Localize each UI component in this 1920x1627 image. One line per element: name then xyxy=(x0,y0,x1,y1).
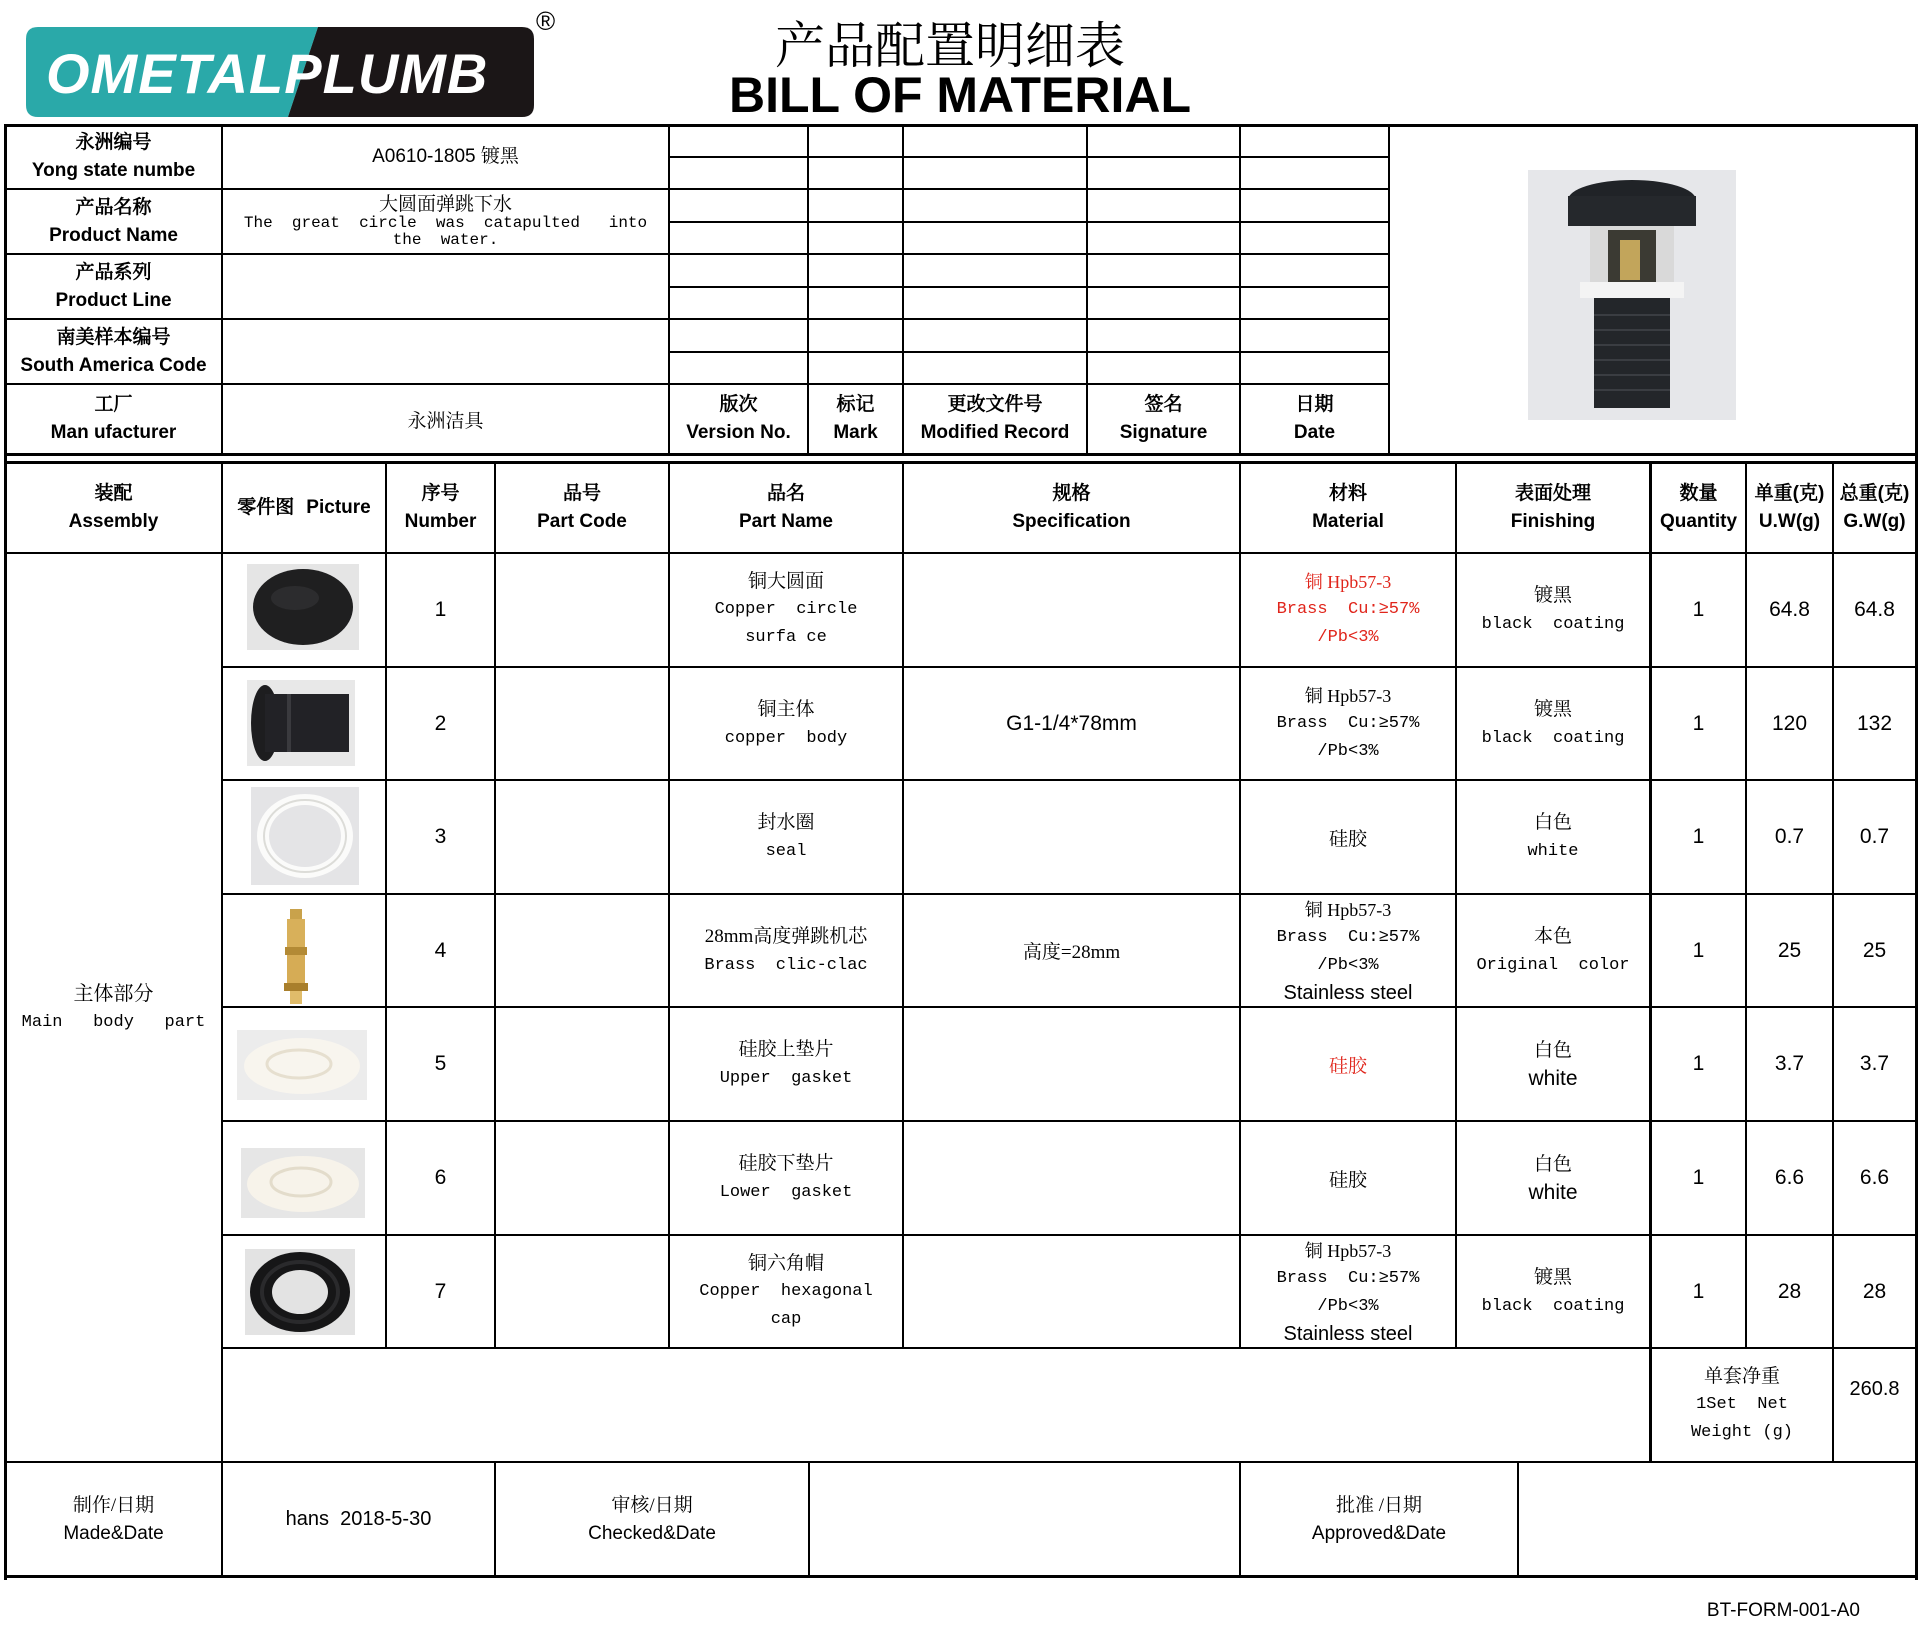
part-gross-weight: 25 xyxy=(1862,938,1887,962)
info-label-manufacturer: 工厂 Man ufacturer xyxy=(50,394,177,443)
info-value-number: A0610-1805 镀黑 xyxy=(372,146,519,167)
logo-text-right: PLUMB xyxy=(284,42,489,105)
part-name: 硅胶上垫片 Upper gasket xyxy=(719,1039,853,1088)
logo-text-left: OMETAL xyxy=(46,42,285,105)
part-finishing: 镀黑 black coating xyxy=(1481,585,1625,634)
part-quantity: 1 xyxy=(1692,825,1705,848)
part-name: 铜六角帽 Copper hexagonal cap xyxy=(699,1252,873,1329)
part-gross-weight: 28 xyxy=(1862,1279,1887,1303)
cap-disc-icon xyxy=(247,564,359,650)
part-number: 7 xyxy=(434,1279,447,1303)
col-header-assembly: 装配 Assembly xyxy=(68,483,159,532)
info-value-manufacturer: 永洲洁具 xyxy=(407,410,484,432)
lower-gasket-icon xyxy=(241,1148,365,1218)
rev-header-mark: 标记 Mark xyxy=(833,394,878,443)
part-finishing: 白色 white xyxy=(1528,1040,1578,1090)
col-header-material: 材料 Material xyxy=(1312,483,1384,532)
part-number: 4 xyxy=(434,938,447,962)
col-header-unit-weight: 单重(克) U.W(g) xyxy=(1754,483,1825,532)
col-header-part-name: 品名 Part Name xyxy=(739,483,833,532)
part-material: 铜 Hpb57-3 Brass Cu:≥57% /Pb<3% xyxy=(1276,572,1420,647)
part-quantity: 1 xyxy=(1692,938,1705,962)
form-code: BT-FORM-001-A0 xyxy=(1706,1600,1860,1621)
info-label-sa-code: 南美样本编号 South America Code xyxy=(20,326,207,376)
rev-header-modified: 更改文件号 Modified Record xyxy=(920,394,1070,443)
part-gross-weight: 64.8 xyxy=(1854,598,1895,621)
col-header-picture: 零件图 Picture xyxy=(237,497,371,518)
part-quantity: 1 xyxy=(1692,1166,1705,1189)
part-finishing: 镀黑 black coating xyxy=(1481,698,1625,748)
made-date-value: hans 2018-5-30 xyxy=(285,1507,432,1530)
part-finishing: 白色 white xyxy=(1527,812,1579,861)
part-specification: 高度=28mm xyxy=(1022,942,1121,963)
part-name: 铜主体 copper body xyxy=(724,698,848,748)
part-unit-weight: 0.7 xyxy=(1774,825,1805,848)
part-finishing: 白色 white xyxy=(1528,1154,1578,1204)
part-finishing: 镀黑 black coating xyxy=(1481,1266,1625,1316)
part-gross-weight: 0.7 xyxy=(1859,825,1890,848)
part-unit-weight: 120 xyxy=(1771,711,1808,735)
col-header-part-code: 品号 Part Code xyxy=(537,483,627,532)
part-finishing: 本色 Original color xyxy=(1476,925,1630,975)
registered-mark: ® xyxy=(536,6,556,36)
seal-ring-icon xyxy=(251,787,359,885)
col-header-quantity: 数量 Quantity xyxy=(1659,483,1738,532)
col-header-finishing: 表面处理 Finishing xyxy=(1510,483,1596,532)
checked-date-label: 审核/日期 Checked&Date xyxy=(588,1495,716,1544)
rev-header-version: 版次 Version No. xyxy=(686,394,791,443)
rev-header-date: 日期 Date xyxy=(1293,394,1336,443)
rev-header-signature: 签名 Signature xyxy=(1119,394,1208,443)
part-material: 硅胶 xyxy=(1328,1055,1367,1077)
part-unit-weight: 28 xyxy=(1777,1279,1802,1303)
assembly-label: 主体部分 Main body part xyxy=(21,982,206,1032)
hex-cap-icon xyxy=(245,1249,355,1335)
net-weight-label: 单套净重 1Set Net Weight (g) xyxy=(1690,1366,1794,1442)
info-label-number: 永洲编号 Yong state numbe xyxy=(31,132,196,181)
part-gross-weight: 132 xyxy=(1856,711,1893,735)
col-header-gross-weight: 总重(克) G.W(g) xyxy=(1839,483,1910,532)
upper-gasket-icon xyxy=(237,1030,367,1100)
part-number: 2 xyxy=(434,711,447,735)
net-weight-value: 260.8 xyxy=(1849,1377,1900,1400)
approved-date-label: 批准 /日期 Approved&Date xyxy=(1311,1495,1447,1544)
part-unit-weight: 25 xyxy=(1777,938,1802,962)
part-name: 铜大圆面 Copper circle surfa ce xyxy=(714,571,858,647)
part-number: 6 xyxy=(434,1166,447,1189)
col-header-specification: 规格 Specification xyxy=(1012,483,1131,532)
part-name: 28mm高度弹跳机芯 Brass clic-clac xyxy=(704,925,868,975)
col-header-number: 序号 Number xyxy=(404,483,477,532)
part-number: 1 xyxy=(434,598,447,621)
part-material: 铜 Hpb57-3 Brass Cu:≥57% /Pb<3% xyxy=(1276,685,1420,761)
info-value-product-name: 大圆面弹跳下水 The great circle was catapulted into the water. xyxy=(243,193,657,249)
brand-logo xyxy=(26,27,534,117)
part-number: 3 xyxy=(434,825,447,848)
title-cn: 产品配置明细表 xyxy=(775,18,1125,74)
part-unit-weight: 6.6 xyxy=(1774,1166,1805,1189)
part-number: 5 xyxy=(434,1052,447,1075)
body-cylinder-icon xyxy=(247,680,355,766)
part-quantity: 1 xyxy=(1692,711,1705,735)
part-quantity: 1 xyxy=(1692,1279,1705,1303)
info-label-product-line: 产品系列 Product Line xyxy=(55,261,172,311)
part-material: 硅胶 xyxy=(1328,828,1367,850)
made-date-label: 制作/日期 Made&Date xyxy=(63,1495,164,1544)
part-quantity: 1 xyxy=(1692,1052,1705,1075)
part-gross-weight: 6.6 xyxy=(1859,1166,1890,1189)
part-unit-weight: 3.7 xyxy=(1774,1052,1805,1075)
part-specification: G1-1/4*78mm xyxy=(1006,711,1137,735)
part-material: 铜 Hpb57-3 Brass Cu:≥57% /Pb<3% Stainless steel xyxy=(1276,1240,1420,1345)
title-en: BILL OF MATERIAL xyxy=(729,67,1191,123)
part-name: 封水圈 seal xyxy=(757,812,815,861)
part-quantity: 1 xyxy=(1692,598,1705,621)
part-name: 硅胶下垫片 Lower gasket xyxy=(719,1153,853,1202)
part-unit-weight: 64.8 xyxy=(1769,598,1810,621)
part-material: 铜 Hpb57-3 Brass Cu:≥57% /Pb<3% Stainless steel xyxy=(1276,899,1420,1004)
info-label-product-name: 产品名称 Product Name xyxy=(49,196,178,246)
part-material: 硅胶 xyxy=(1328,1169,1367,1191)
spring-core-icon xyxy=(281,909,311,1004)
part-gross-weight: 3.7 xyxy=(1859,1052,1890,1075)
product-photo xyxy=(1528,170,1736,420)
